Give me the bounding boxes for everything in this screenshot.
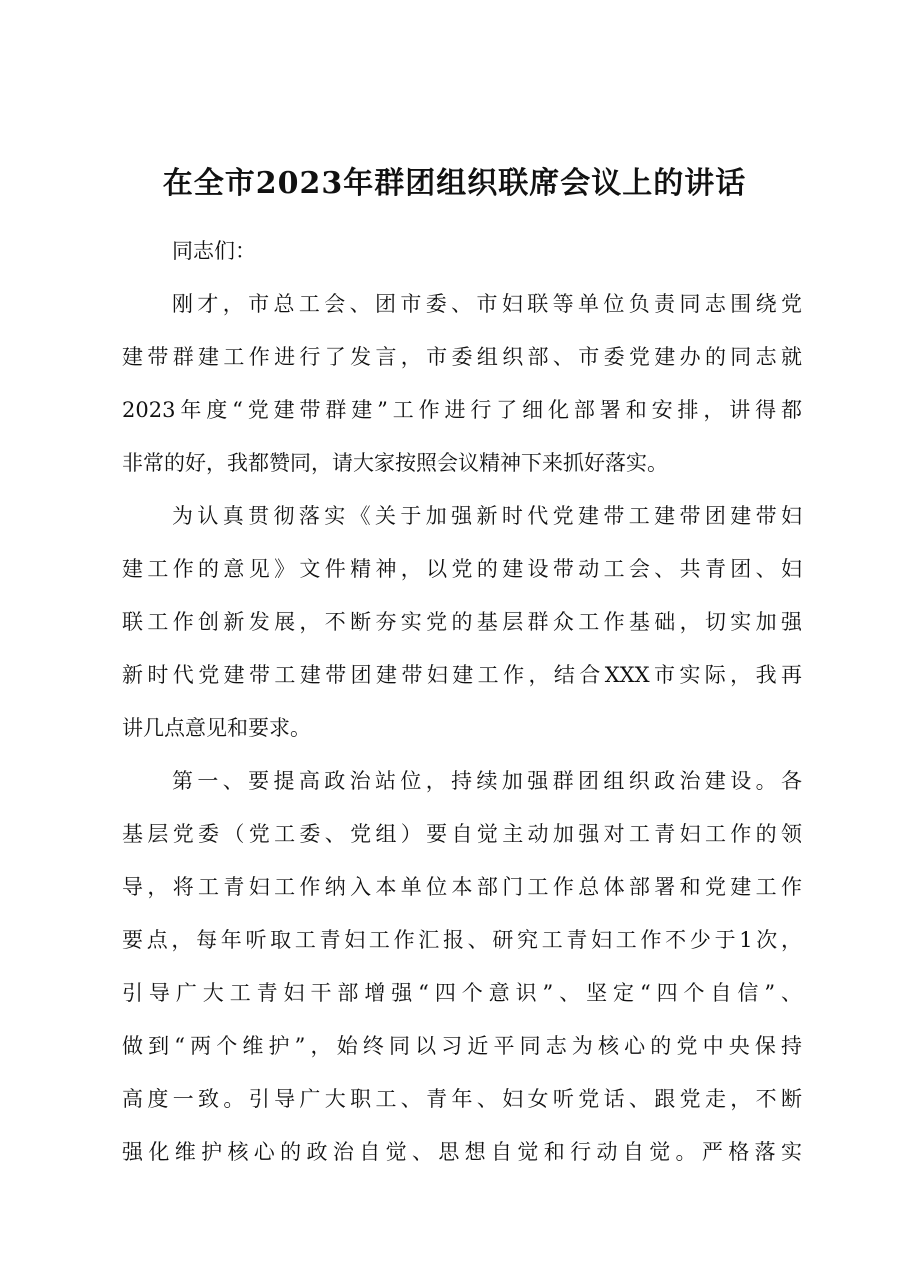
text-line: 高度一致。引导广大职工、青年、妇女听党话、跟党走，不断 <box>122 1087 802 1111</box>
text-line: 为认真贯彻落实《关于加强新时代党建带工建带团建带妇 <box>172 504 802 528</box>
text-line: 刚才，市总工会、团市委、市妇联等单位负责同志围绕党 <box>172 292 802 316</box>
text-line: 做到“两个维护”，始终同以习近平同志为核心的党中央保持 <box>122 1034 802 1058</box>
document-body <box>122 225 802 1179</box>
text-line: 建带群建工作进行了发言，市委组织部、市委党建办的同志就 <box>122 345 802 369</box>
text-line: 讲几点意见和要求。 <box>122 716 311 740</box>
text-line: 非常的好，我都赞同，请大家按照会议精神下来抓好落实。 <box>122 451 668 475</box>
text-line: 引导广大工青妇干部增强“四个意识”、坚定“四个自信”、 <box>122 981 802 1005</box>
text-line: 2023年度“党建带群建”工作进行了细化部署和安排，讲得都 <box>122 398 802 422</box>
text-line: 基层党委（党工委、党组）要自觉主动加强对工青妇工作的领 <box>122 822 802 846</box>
text-line: 要点，每年听取工青妇工作汇报、研究工青妇工作不少于1次， <box>122 928 802 952</box>
text-line: 建工作的意见》文件精神，以党的建设带动工会、共青团、妇 <box>122 557 802 581</box>
text-line: 同志们： <box>172 239 256 263</box>
text-line: 第一、要提高政治站位，持续加强群团组织政治建设。各 <box>172 769 802 793</box>
text-line: 导，将工青妇工作纳入本单位本部门工作总体部署和党建工作 <box>122 875 802 899</box>
text-line: 强化维护核心的政治自觉、思想自觉和行动自觉。严格落实 <box>122 1140 802 1164</box>
text-line: 新时代党建带工建带团建带妇建工作，结合XXX市实际，我再 <box>122 663 802 687</box>
text-line: 联工作创新发展，不断夯实党的基层群众工作基础，切实加强 <box>122 610 802 634</box>
document-title: 在全市2023年群团组织联席会议上的讲话 <box>162 166 747 201</box>
